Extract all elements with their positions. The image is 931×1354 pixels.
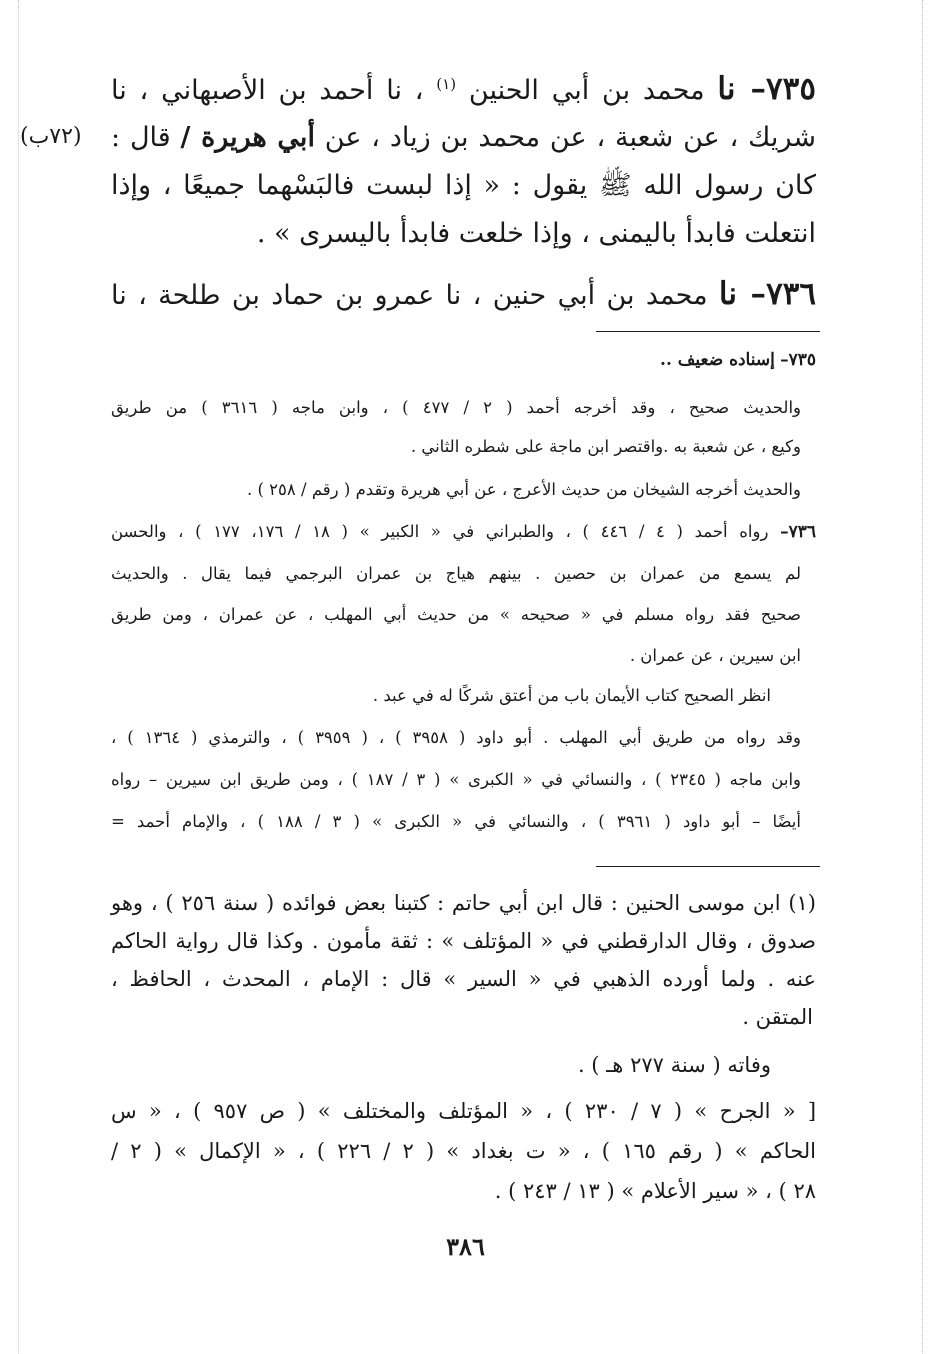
main-line-2-text: شريك ، عن شعبة ، عن محمد بن زياد ، عن <box>324 122 816 153</box>
main-line-4: انتعلت فابدأ باليمنى ، وإذا خلعت فابدأ باليسرى » . <box>256 218 816 249</box>
main-line-1-tail: ، نا أحمد بن الأصبهاني ، نا <box>111 75 424 106</box>
footnote-line-2: صدوق ، وقال الدارقطني في « المؤتلف » : ثقة مأمون . وكذا قال رواية الحاكم <box>111 929 816 953</box>
main-line-3: كان رسول الله ﷺ يقول : « إذا لبست فالبَسْهما جميعًا ، وإذا <box>111 170 816 201</box>
main-line-5 <box>111 274 816 314</box>
note-735-grading: إسناده ضعيف .. <box>660 350 775 370</box>
main-line-2-narrator: أبي هريرة / <box>180 122 315 153</box>
note-736-number: ٧٣٦– <box>780 522 816 542</box>
page-number: ٣٨٦ <box>446 1232 485 1261</box>
footnote-line-7: الحاكم » ( رقم ١٦٥ ) ، « ت بغداد » ( ٢ / ٢٢٦ ) ، « الإكمال » ( ٢ / <box>111 1139 816 1163</box>
note-line-7: ابن سيرين ، عن عمران . <box>629 646 801 665</box>
main-line-1-lead: – نا <box>717 71 767 107</box>
page-edge-right <box>922 0 923 1354</box>
main-line-2-tail: قال : <box>111 122 171 153</box>
footnote-line-3: عنه . ولما أورده الذهبي في « السير » قال : الإمام ، المحدث ، الحافظ ، <box>111 967 816 991</box>
footnote-line-4: المتقن . <box>742 1005 813 1029</box>
note-736-text: رواه أحمد ( ٤ / ٤٤٦ ) ، والطبراني في « الكبير » ( ١٨ / ١٧٦، ١٧٧ ) ، والحسن <box>111 522 769 541</box>
note-line-9: وقد رواه من طريق أبي المهلب . أبو داود ( ٣٩٥٨ ) ، ( ٣٩٥٩ ) ، والترمذي ( ١٣٦٤ ) ، <box>111 728 801 747</box>
note-line-6: صحيح فقد رواه مسلم في « صحيحه » من حديث أبي المهلب ، عن عمران ، ومن طريق <box>111 605 801 624</box>
note-736-line-1 <box>111 518 816 546</box>
main-line-5-lead: – نا <box>718 276 767 312</box>
page-edge-left <box>18 0 19 1354</box>
note-line-11: أيضًا – أبو داود ( ٣٩٦١ ) ، والنسائي في « الكبرى » ( ٣ / ١٨٨ ) ، والإمام أحمد = <box>111 812 801 831</box>
footnote-line-8: ٢٨ ) ، « سير الأعلام » ( ١٣ / ٢٤٣ ) . <box>494 1179 816 1203</box>
footnote-marker: (١) <box>436 75 457 93</box>
footnote-line-5: وفاته ( سنة ٢٧٧ هـ ) . <box>577 1053 771 1077</box>
note-line-3: والحديث أخرجه الشيخان من حديث الأعرج ، عن أبي هريرة وتقدم ( رقم / ٢٥٨ ) . <box>247 480 801 499</box>
hadith-number-736: ٧٣٦ <box>766 276 817 312</box>
hadith-number-735: ٧٣٥ <box>766 71 816 107</box>
folio-marker: (٧٢ب) <box>20 124 82 149</box>
footnote-line-6: [ « الجرح » ( ٧ / ٢٣٠ ) ، « المؤتلف والمختلف » ( ص ٩٥٧ ) ، « س <box>111 1099 817 1123</box>
main-line-1 <box>111 64 816 107</box>
note-line-10: وابن ماجه ( ٢٣٤٥ ) ، والنسائي في « الكبرى » ( ٣ / ١٨٧ ) ، ومن طريق ابن سيرين – رواه <box>111 770 801 789</box>
footnote-separator <box>596 866 820 867</box>
main-line-1-text: محمد بن أبي الحنين <box>468 75 705 106</box>
note-line-2: وكيع ، عن شعبة به .واقتصر ابن ماجة على شطره الثاني . <box>410 437 801 456</box>
note-line-1: والحديث صحيح ، وقد أخرجه أحمد ( ٢ / ٤٧٧ ) ، وابن ماجه ( ٣٦١٦ ) من طريق <box>111 398 801 417</box>
note-line-5: لم يسمع من عمران بن حصين . بينهم هياج بن عمران البرجمي فيما يقال . والحديث <box>111 564 801 583</box>
main-line-2 <box>111 118 816 158</box>
notes-separator <box>596 331 820 332</box>
note-line-8: انظر الصحيح كتاب الأيمان باب من أعتق شركًا له في عبد . <box>372 686 771 705</box>
note-735-number: ٧٣٥– <box>780 350 816 370</box>
note-735-heading <box>111 346 816 374</box>
main-line-5-text: محمد بن أبي حنين ، نا عمرو بن حماد بن طلحة ، نا <box>111 280 708 311</box>
footnote-line-1: (١) ابن موسى الحنين : قال ابن أبي حاتم : كتبنا بعض فوائده ( سنة ٢٥٦ ) ، وهو <box>111 891 816 915</box>
